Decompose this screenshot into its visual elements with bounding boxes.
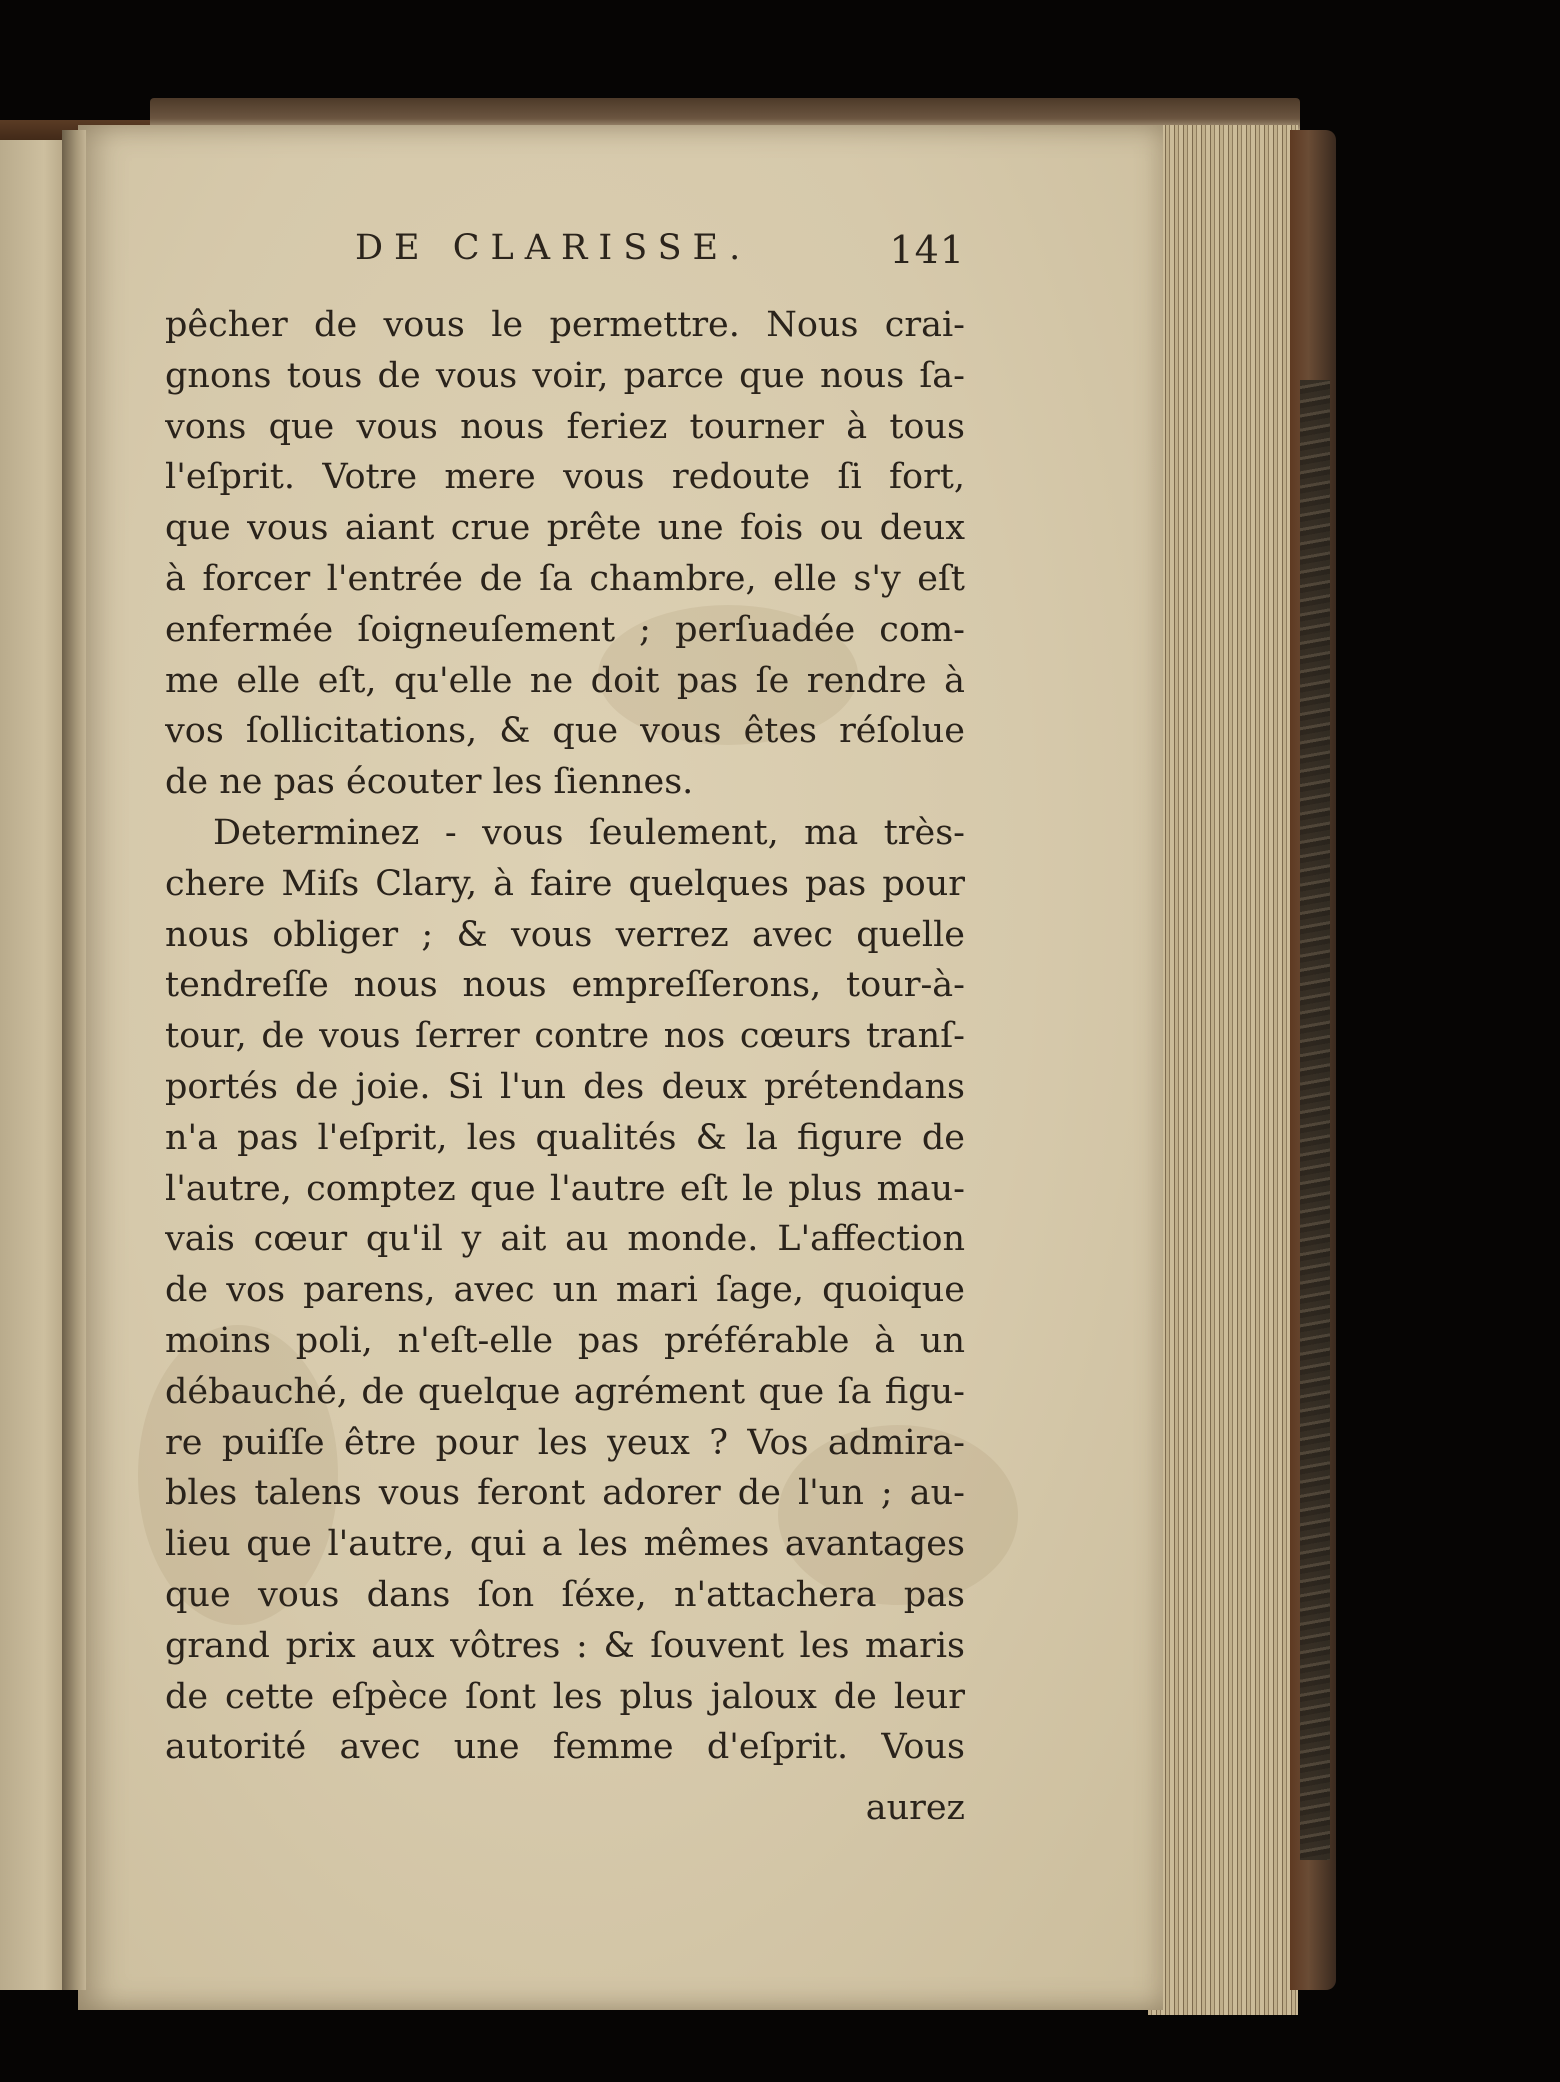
body-text <box>165 300 965 1773</box>
page-header <box>355 228 975 284</box>
text-line: autorité avec une femme d'eſprit. Vous <box>165 1727 965 1768</box>
gutter-shadow <box>62 130 86 1990</box>
text-line: vos ſollicitations, & que vous êtes réſolue <box>165 711 965 752</box>
running-title: DE CLARISSE. <box>355 228 752 268</box>
text-line: me elle eſt, qu'elle ne doit pas ſe rendre à <box>165 660 965 701</box>
text-line: pêcher de vous le permettre. Nous crai- <box>165 305 965 345</box>
text-line: grand prix aux vôtres : & ſouvent les maris <box>165 1625 965 1666</box>
text-line: re puiſſe être pour les yeux ? Vos admira- <box>165 1422 965 1463</box>
text-line: Determinez - vous ſeulement, ma très- <box>213 812 965 853</box>
page-number: 141 <box>889 228 965 272</box>
text-line: vais cœur qu'il y ait au monde. L'affection <box>165 1219 965 1260</box>
text-line: vons que vous nous feriez tourner à tous <box>165 406 965 447</box>
text-line: portés de joie. Si l'un des deux prétendans <box>165 1066 965 1107</box>
text-line: que vous dans ſon ſéxe, n'attachera pas <box>165 1574 965 1615</box>
text-line: chere Miſs Clary, à faire quelques pas pour <box>165 863 965 904</box>
text-line: bles talens vous feront adorer de l'un ; au- <box>165 1473 965 1514</box>
text-line: tendreſſe nous nous empreſſerons, tour-à- <box>165 965 965 1006</box>
text-line: tour, de vous ſerrer contre nos cœurs tranſ- <box>165 1016 965 1057</box>
text-line: moins poli, n'eſt-elle pas préférable à un <box>165 1320 965 1361</box>
text-line: de vos parens, avec un mari ſage, quoique <box>165 1270 965 1311</box>
text-line: de cette eſpèce ſont les plus jaloux de leur <box>165 1676 965 1717</box>
text-line: n'a pas l'eſprit, les qualités & la figure de <box>165 1117 965 1158</box>
text-line: de ne pas écouter les ſiennes. <box>165 762 694 803</box>
text-line: à forcer l'entrée de ſa chambre, elle s'y eſt <box>165 558 965 599</box>
catchword: aurez <box>865 1788 965 1828</box>
text-line: enfermée ſoigneuſement ; perſuadée com- <box>165 609 965 650</box>
catchword-line <box>165 1783 965 1833</box>
text-line: gnons tous de vous voir, parce que nous ſa- <box>165 355 965 396</box>
text-line: que vous aiant crue prête une fois ou deux <box>165 508 965 549</box>
text-line: lieu que l'autre, qui a les mêmes avantages <box>165 1524 965 1565</box>
page-fore-edge <box>1148 125 1298 2015</box>
text-line: débauché, de quelque agrément que ſa figu- <box>165 1371 965 1412</box>
marbled-cover <box>1300 380 1330 1860</box>
text-line: nous obliger ; & vous verrez avec quelle <box>165 914 965 955</box>
text-line: l'autre, comptez que l'autre eſt le plus mau- <box>165 1168 965 1209</box>
text-line: l'eſprit. Votre mere vous redoute ſi fort, <box>165 457 965 498</box>
